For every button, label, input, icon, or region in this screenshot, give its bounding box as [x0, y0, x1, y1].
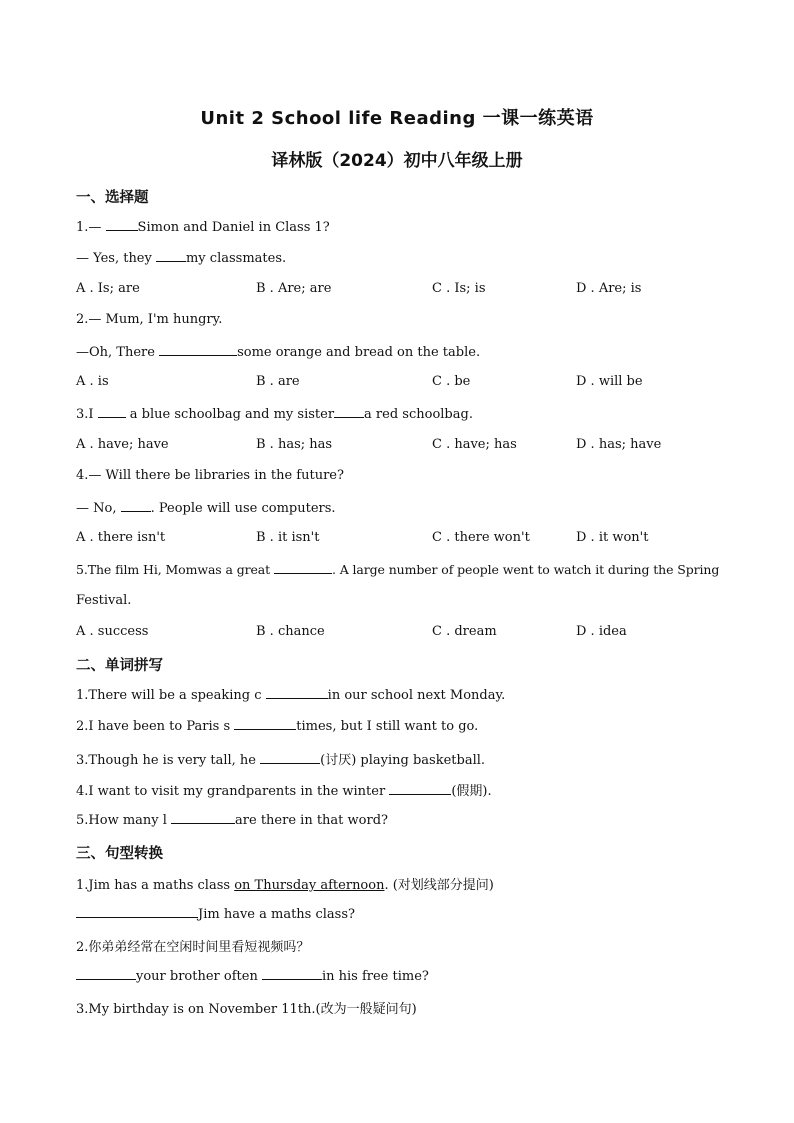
option-b: B . are	[256, 374, 300, 389]
question-2-reply	[76, 343, 480, 360]
option-b: B . Are; are	[256, 281, 332, 296]
text: . A large number of people went to watch it during the Spring	[331, 562, 720, 577]
option-c: C . dream	[432, 624, 497, 639]
text: (假期).	[451, 784, 492, 799]
section-heading-spelling: 二、单词拼写	[76, 658, 163, 674]
option-a: A . there isn't	[76, 530, 166, 545]
text: some orange and bread on the table.	[237, 345, 481, 360]
option-c: C . Is; is	[432, 281, 486, 296]
option-d: D . Are; is	[576, 281, 642, 296]
page-subtitle: 译林版（2024）初中八年级上册	[271, 151, 523, 171]
answer-blank	[76, 967, 136, 980]
text: in his free time?	[321, 969, 429, 984]
transform-question-1	[76, 874, 494, 893]
underlined-phrase: on Thursday afternoon	[234, 878, 385, 893]
option-c: C . have; has	[432, 437, 517, 452]
text: —Oh, There	[76, 345, 160, 360]
question-2: 2.— Mum, I'm hungry.	[76, 312, 223, 327]
option-c: C . be	[432, 374, 471, 389]
answer-blank	[262, 967, 322, 980]
transform-question-3: 3.My birthday is on November 11th.(改为一般疑问句)	[76, 1002, 417, 1017]
text: a blue schoolbag and my sister	[125, 407, 335, 422]
answer-blank	[266, 686, 328, 699]
text: 3.I	[76, 407, 98, 422]
question-1	[76, 218, 330, 235]
answer-blank	[274, 561, 332, 574]
text: a red schoolbag.	[364, 407, 473, 422]
transform-question-2: 2.你弟弟经常在空闲时间里看短视频吗？	[76, 940, 310, 955]
text: — Yes, they	[76, 251, 156, 266]
answer-blank	[76, 905, 198, 918]
answer-blank	[156, 249, 186, 262]
answer-blank	[106, 218, 138, 231]
question-3	[76, 405, 473, 422]
page-title: Unit 2 School life Reading 一课一练英语	[200, 108, 594, 129]
option-c: C . there won't	[432, 530, 530, 545]
option-a: A . is	[76, 374, 109, 389]
question-4-reply	[76, 499, 336, 516]
question-5	[76, 561, 719, 577]
text: — No,	[76, 501, 121, 516]
text: in our school next Monday.	[327, 688, 506, 703]
option-d: D . idea	[576, 624, 627, 639]
transform-answer-2	[76, 967, 429, 984]
spelling-question-1	[76, 686, 505, 703]
question-5-continued: Festival.	[76, 593, 132, 608]
text: . (对划线部分提问)	[384, 878, 494, 893]
text: 3.Though he is very tall, he	[76, 753, 261, 768]
transform-answer-1	[76, 905, 355, 922]
answer-blank	[234, 717, 296, 730]
answer-blank	[98, 405, 126, 418]
text: Jim have a maths class?	[198, 907, 355, 922]
option-d: D . will be	[576, 374, 643, 389]
answer-blank	[260, 751, 320, 764]
text: 1.—	[76, 220, 106, 235]
text: times, but I still want to go.	[296, 719, 479, 734]
spelling-question-2	[76, 717, 478, 734]
option-b: B . chance	[256, 624, 325, 639]
text: 2.I have been to Paris s	[76, 719, 235, 734]
spelling-question-5	[76, 811, 388, 828]
option-a: A . success	[76, 624, 149, 639]
option-b: B . it isn't	[256, 530, 320, 545]
text: are there in that word?	[235, 813, 388, 828]
text: my classmates.	[185, 251, 287, 266]
text: 4.I want to visit my grandparents in the winter	[76, 784, 390, 799]
answer-blank	[121, 499, 151, 512]
section-heading-transform: 三、句型转换	[76, 846, 163, 862]
text: 5.The film Hi, Momwas a great	[76, 562, 274, 577]
option-b: B . has; has	[256, 437, 333, 452]
option-d: D . has; have	[576, 437, 662, 452]
text: Simon and Daniel in Class 1?	[137, 220, 330, 235]
spelling-question-3	[76, 749, 485, 768]
question-4: 4.— Will there be libraries in the future?	[76, 468, 344, 483]
text: 1.There will be a speaking c	[76, 688, 266, 703]
option-a: A . Is; are	[76, 281, 140, 296]
section-heading-choice: 一、选择题	[76, 190, 149, 206]
text: 5.How many l	[76, 813, 172, 828]
answer-blank	[171, 811, 235, 824]
answer-blank	[334, 405, 364, 418]
spelling-question-4	[76, 780, 492, 799]
answer-blank	[159, 343, 237, 356]
option-d: D . it won't	[576, 530, 649, 545]
answer-blank	[389, 782, 451, 795]
text: 1.Jim has a maths class	[76, 878, 235, 893]
option-a: A . have; have	[76, 437, 169, 452]
question-1-reply	[76, 249, 286, 266]
text: . People will use computers.	[150, 501, 336, 516]
text: (讨厌) playing basketball.	[320, 753, 486, 768]
text: your brother often	[136, 969, 262, 984]
